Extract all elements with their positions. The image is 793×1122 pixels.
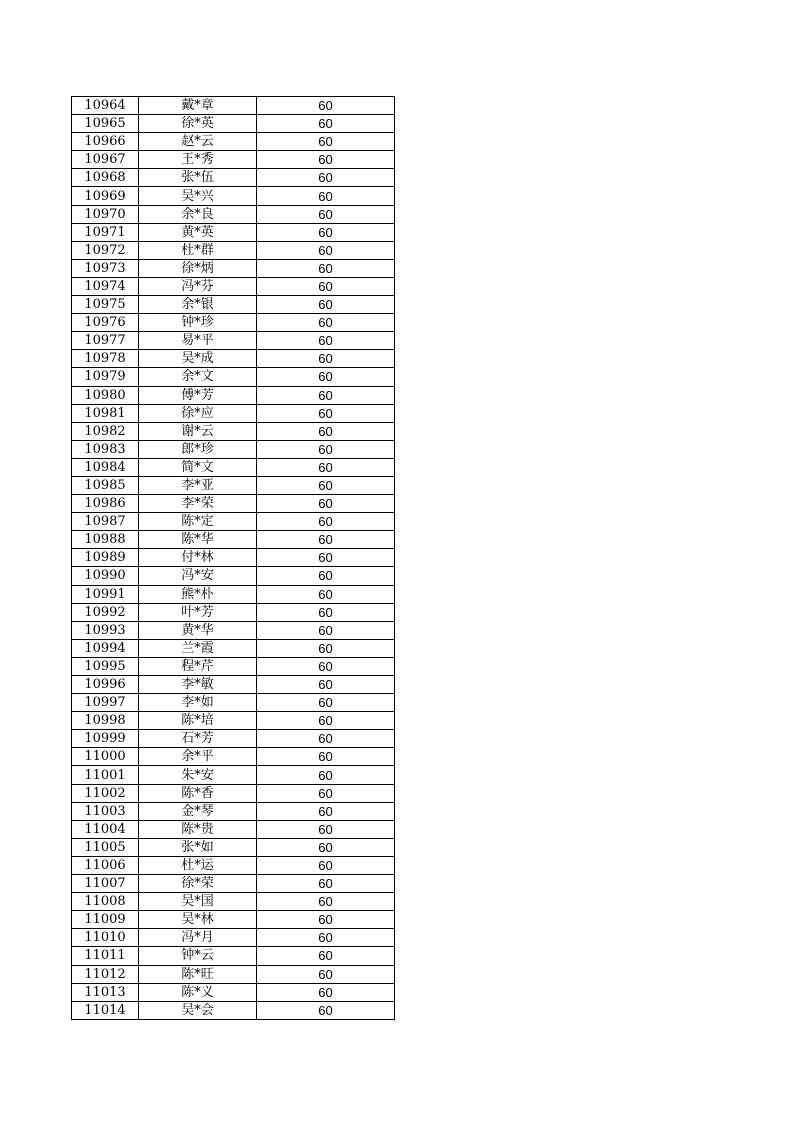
table-row bbox=[72, 603, 395, 621]
row-id-cell: 10990 bbox=[72, 567, 139, 585]
row-id-cell: 11007 bbox=[72, 875, 139, 893]
row-score-cell: 60 bbox=[257, 676, 395, 694]
table-row bbox=[72, 223, 395, 241]
row-id-cell: 10984 bbox=[72, 458, 139, 476]
table-row bbox=[72, 169, 395, 187]
row-name-cell: 程*芹 bbox=[139, 657, 257, 675]
row-score-cell: 60 bbox=[257, 259, 395, 277]
row-score-cell: 60 bbox=[257, 296, 395, 314]
table-row bbox=[72, 838, 395, 856]
row-id-cell: 10972 bbox=[72, 241, 139, 259]
row-name-cell: 陈*义 bbox=[139, 983, 257, 1001]
row-name-cell: 黄*英 bbox=[139, 223, 257, 241]
table-row bbox=[72, 784, 395, 802]
row-id-cell: 11005 bbox=[72, 838, 139, 856]
row-id-cell: 11004 bbox=[72, 820, 139, 838]
row-score-cell: 60 bbox=[257, 549, 395, 567]
row-id-cell: 10976 bbox=[72, 314, 139, 332]
row-score-cell: 60 bbox=[257, 223, 395, 241]
row-id-cell: 10980 bbox=[72, 386, 139, 404]
row-id-cell: 11008 bbox=[72, 893, 139, 911]
table-row bbox=[72, 241, 395, 259]
row-score-cell: 60 bbox=[257, 947, 395, 965]
table-row bbox=[72, 187, 395, 205]
row-score-cell: 60 bbox=[257, 748, 395, 766]
row-id-cell: 10964 bbox=[72, 97, 139, 115]
table-row bbox=[72, 893, 395, 911]
row-id-cell: 11013 bbox=[72, 983, 139, 1001]
row-score-cell: 60 bbox=[257, 567, 395, 585]
table-body bbox=[72, 97, 395, 1020]
row-id-cell: 10996 bbox=[72, 676, 139, 694]
row-id-cell: 10993 bbox=[72, 621, 139, 639]
table-row bbox=[72, 802, 395, 820]
row-name-cell: 石*芳 bbox=[139, 730, 257, 748]
table-row bbox=[72, 820, 395, 838]
row-name-cell: 陈*旺 bbox=[139, 965, 257, 983]
row-score-cell: 60 bbox=[257, 802, 395, 820]
row-id-cell: 10977 bbox=[72, 332, 139, 350]
row-id-cell: 10973 bbox=[72, 259, 139, 277]
table-row bbox=[72, 277, 395, 295]
row-score-cell: 60 bbox=[257, 893, 395, 911]
row-id-cell: 10975 bbox=[72, 296, 139, 314]
row-id-cell: 10988 bbox=[72, 531, 139, 549]
row-name-cell: 张*伍 bbox=[139, 169, 257, 187]
table-row bbox=[72, 1001, 395, 1019]
table-row bbox=[72, 712, 395, 730]
row-name-cell: 吴*会 bbox=[139, 1001, 257, 1019]
row-score-cell: 60 bbox=[257, 169, 395, 187]
row-id-cell: 10979 bbox=[72, 368, 139, 386]
row-score-cell: 60 bbox=[257, 476, 395, 494]
table-row bbox=[72, 440, 395, 458]
table-row bbox=[72, 386, 395, 404]
row-score-cell: 60 bbox=[257, 856, 395, 874]
table-row bbox=[72, 350, 395, 368]
row-score-cell: 60 bbox=[257, 730, 395, 748]
table-row bbox=[72, 205, 395, 223]
row-id-cell: 10991 bbox=[72, 585, 139, 603]
row-name-cell: 吴*国 bbox=[139, 893, 257, 911]
row-score-cell: 60 bbox=[257, 495, 395, 513]
row-name-cell: 杜*群 bbox=[139, 241, 257, 259]
row-name-cell: 叶*芳 bbox=[139, 603, 257, 621]
row-id-cell: 10981 bbox=[72, 404, 139, 422]
table-row bbox=[72, 911, 395, 929]
row-name-cell: 易*平 bbox=[139, 332, 257, 350]
row-score-cell: 60 bbox=[257, 603, 395, 621]
row-name-cell: 兰*霞 bbox=[139, 639, 257, 657]
row-name-cell: 王*秀 bbox=[139, 151, 257, 169]
table-row bbox=[72, 332, 395, 350]
row-name-cell: 李*如 bbox=[139, 694, 257, 712]
row-id-cell: 10969 bbox=[72, 187, 139, 205]
table-row bbox=[72, 115, 395, 133]
row-id-cell: 11002 bbox=[72, 784, 139, 802]
row-score-cell: 60 bbox=[257, 929, 395, 947]
row-id-cell: 11006 bbox=[72, 856, 139, 874]
table-row bbox=[72, 567, 395, 585]
row-score-cell: 60 bbox=[257, 712, 395, 730]
table-row bbox=[72, 766, 395, 784]
row-name-cell: 余*良 bbox=[139, 205, 257, 223]
row-name-cell: 陈*定 bbox=[139, 513, 257, 531]
row-score-cell: 60 bbox=[257, 965, 395, 983]
row-score-cell: 60 bbox=[257, 386, 395, 404]
row-id-cell: 10994 bbox=[72, 639, 139, 657]
table-row bbox=[72, 730, 395, 748]
row-score-cell: 60 bbox=[257, 911, 395, 929]
data-table bbox=[71, 96, 395, 1020]
row-score-cell: 60 bbox=[257, 784, 395, 802]
table-row bbox=[72, 676, 395, 694]
row-id-cell: 10970 bbox=[72, 205, 139, 223]
row-score-cell: 60 bbox=[257, 187, 395, 205]
row-name-cell: 简*文 bbox=[139, 458, 257, 476]
row-name-cell: 陈*香 bbox=[139, 784, 257, 802]
row-score-cell: 60 bbox=[257, 404, 395, 422]
row-name-cell: 冯*月 bbox=[139, 929, 257, 947]
row-name-cell: 冯*芬 bbox=[139, 277, 257, 295]
row-id-cell: 10982 bbox=[72, 422, 139, 440]
table-row bbox=[72, 513, 395, 531]
table-row bbox=[72, 495, 395, 513]
row-name-cell: 钟*云 bbox=[139, 947, 257, 965]
row-id-cell: 11011 bbox=[72, 947, 139, 965]
row-score-cell: 60 bbox=[257, 983, 395, 1001]
row-name-cell: 朱*安 bbox=[139, 766, 257, 784]
row-score-cell: 60 bbox=[257, 766, 395, 784]
row-score-cell: 60 bbox=[257, 458, 395, 476]
row-score-cell: 60 bbox=[257, 205, 395, 223]
table-row bbox=[72, 983, 395, 1001]
row-id-cell: 10968 bbox=[72, 169, 139, 187]
row-id-cell: 11003 bbox=[72, 802, 139, 820]
table-row bbox=[72, 422, 395, 440]
row-score-cell: 60 bbox=[257, 621, 395, 639]
row-score-cell: 60 bbox=[257, 350, 395, 368]
row-id-cell: 10985 bbox=[72, 476, 139, 494]
table-row bbox=[72, 476, 395, 494]
row-id-cell: 10971 bbox=[72, 223, 139, 241]
row-id-cell: 10983 bbox=[72, 440, 139, 458]
table-row bbox=[72, 621, 395, 639]
row-id-cell: 10992 bbox=[72, 603, 139, 621]
row-score-cell: 60 bbox=[257, 314, 395, 332]
table-row bbox=[72, 404, 395, 422]
row-score-cell: 60 bbox=[257, 657, 395, 675]
row-score-cell: 60 bbox=[257, 820, 395, 838]
row-name-cell: 付*林 bbox=[139, 549, 257, 567]
row-id-cell: 11009 bbox=[72, 911, 139, 929]
row-id-cell: 10986 bbox=[72, 495, 139, 513]
table-row bbox=[72, 133, 395, 151]
row-id-cell: 10999 bbox=[72, 730, 139, 748]
row-name-cell: 黄*华 bbox=[139, 621, 257, 639]
row-name-cell: 郎*珍 bbox=[139, 440, 257, 458]
row-id-cell: 11001 bbox=[72, 766, 139, 784]
row-name-cell: 冯*安 bbox=[139, 567, 257, 585]
table-row bbox=[72, 856, 395, 874]
row-name-cell: 傅*芳 bbox=[139, 386, 257, 404]
row-score-cell: 60 bbox=[257, 875, 395, 893]
row-id-cell: 10978 bbox=[72, 350, 139, 368]
row-score-cell: 60 bbox=[257, 1001, 395, 1019]
row-score-cell: 60 bbox=[257, 585, 395, 603]
row-id-cell: 10997 bbox=[72, 694, 139, 712]
row-score-cell: 60 bbox=[257, 694, 395, 712]
row-name-cell: 陈*贵 bbox=[139, 820, 257, 838]
table-row bbox=[72, 965, 395, 983]
row-name-cell: 徐*荣 bbox=[139, 875, 257, 893]
row-score-cell: 60 bbox=[257, 440, 395, 458]
row-name-cell: 徐*英 bbox=[139, 115, 257, 133]
table-row bbox=[72, 875, 395, 893]
row-id-cell: 10965 bbox=[72, 115, 139, 133]
row-id-cell: 10967 bbox=[72, 151, 139, 169]
table-row bbox=[72, 97, 395, 115]
table-row bbox=[72, 694, 395, 712]
row-id-cell: 11000 bbox=[72, 748, 139, 766]
table-row bbox=[72, 585, 395, 603]
table-row bbox=[72, 549, 395, 567]
row-score-cell: 60 bbox=[257, 531, 395, 549]
row-name-cell: 余*平 bbox=[139, 748, 257, 766]
row-name-cell: 杜*运 bbox=[139, 856, 257, 874]
table-row bbox=[72, 458, 395, 476]
row-name-cell: 徐*炳 bbox=[139, 259, 257, 277]
row-name-cell: 李*荣 bbox=[139, 495, 257, 513]
row-name-cell: 吴*成 bbox=[139, 350, 257, 368]
row-score-cell: 60 bbox=[257, 151, 395, 169]
row-name-cell: 金*琴 bbox=[139, 802, 257, 820]
table-row bbox=[72, 639, 395, 657]
table-row bbox=[72, 531, 395, 549]
table-row bbox=[72, 296, 395, 314]
row-score-cell: 60 bbox=[257, 639, 395, 657]
row-id-cell: 10995 bbox=[72, 657, 139, 675]
row-score-cell: 60 bbox=[257, 133, 395, 151]
row-name-cell: 张*如 bbox=[139, 838, 257, 856]
row-name-cell: 戴*章 bbox=[139, 97, 257, 115]
table-row bbox=[72, 947, 395, 965]
row-score-cell: 60 bbox=[257, 422, 395, 440]
row-id-cell: 10989 bbox=[72, 549, 139, 567]
row-name-cell: 李*亚 bbox=[139, 476, 257, 494]
table-row bbox=[72, 657, 395, 675]
row-score-cell: 60 bbox=[257, 97, 395, 115]
row-score-cell: 60 bbox=[257, 115, 395, 133]
row-name-cell: 陈*华 bbox=[139, 531, 257, 549]
table-row bbox=[72, 748, 395, 766]
row-id-cell: 10974 bbox=[72, 277, 139, 295]
row-id-cell: 10966 bbox=[72, 133, 139, 151]
table-row bbox=[72, 151, 395, 169]
row-name-cell: 余*文 bbox=[139, 368, 257, 386]
row-name-cell: 吴*兴 bbox=[139, 187, 257, 205]
row-name-cell: 赵*云 bbox=[139, 133, 257, 151]
row-name-cell: 吴*林 bbox=[139, 911, 257, 929]
row-name-cell: 熊*朴 bbox=[139, 585, 257, 603]
row-name-cell: 余*银 bbox=[139, 296, 257, 314]
table-row bbox=[72, 368, 395, 386]
row-score-cell: 60 bbox=[257, 277, 395, 295]
row-name-cell: 钟*珍 bbox=[139, 314, 257, 332]
row-name-cell: 李*敏 bbox=[139, 676, 257, 694]
row-score-cell: 60 bbox=[257, 332, 395, 350]
row-name-cell: 徐*应 bbox=[139, 404, 257, 422]
row-id-cell: 11010 bbox=[72, 929, 139, 947]
table-row bbox=[72, 929, 395, 947]
row-score-cell: 60 bbox=[257, 838, 395, 856]
table-row bbox=[72, 259, 395, 277]
row-id-cell: 10998 bbox=[72, 712, 139, 730]
row-score-cell: 60 bbox=[257, 513, 395, 531]
row-name-cell: 陈*培 bbox=[139, 712, 257, 730]
row-id-cell: 11012 bbox=[72, 965, 139, 983]
row-id-cell: 10987 bbox=[72, 513, 139, 531]
row-name-cell: 谢*云 bbox=[139, 422, 257, 440]
table-row bbox=[72, 314, 395, 332]
row-score-cell: 60 bbox=[257, 241, 395, 259]
row-id-cell: 11014 bbox=[72, 1001, 139, 1019]
row-score-cell: 60 bbox=[257, 368, 395, 386]
